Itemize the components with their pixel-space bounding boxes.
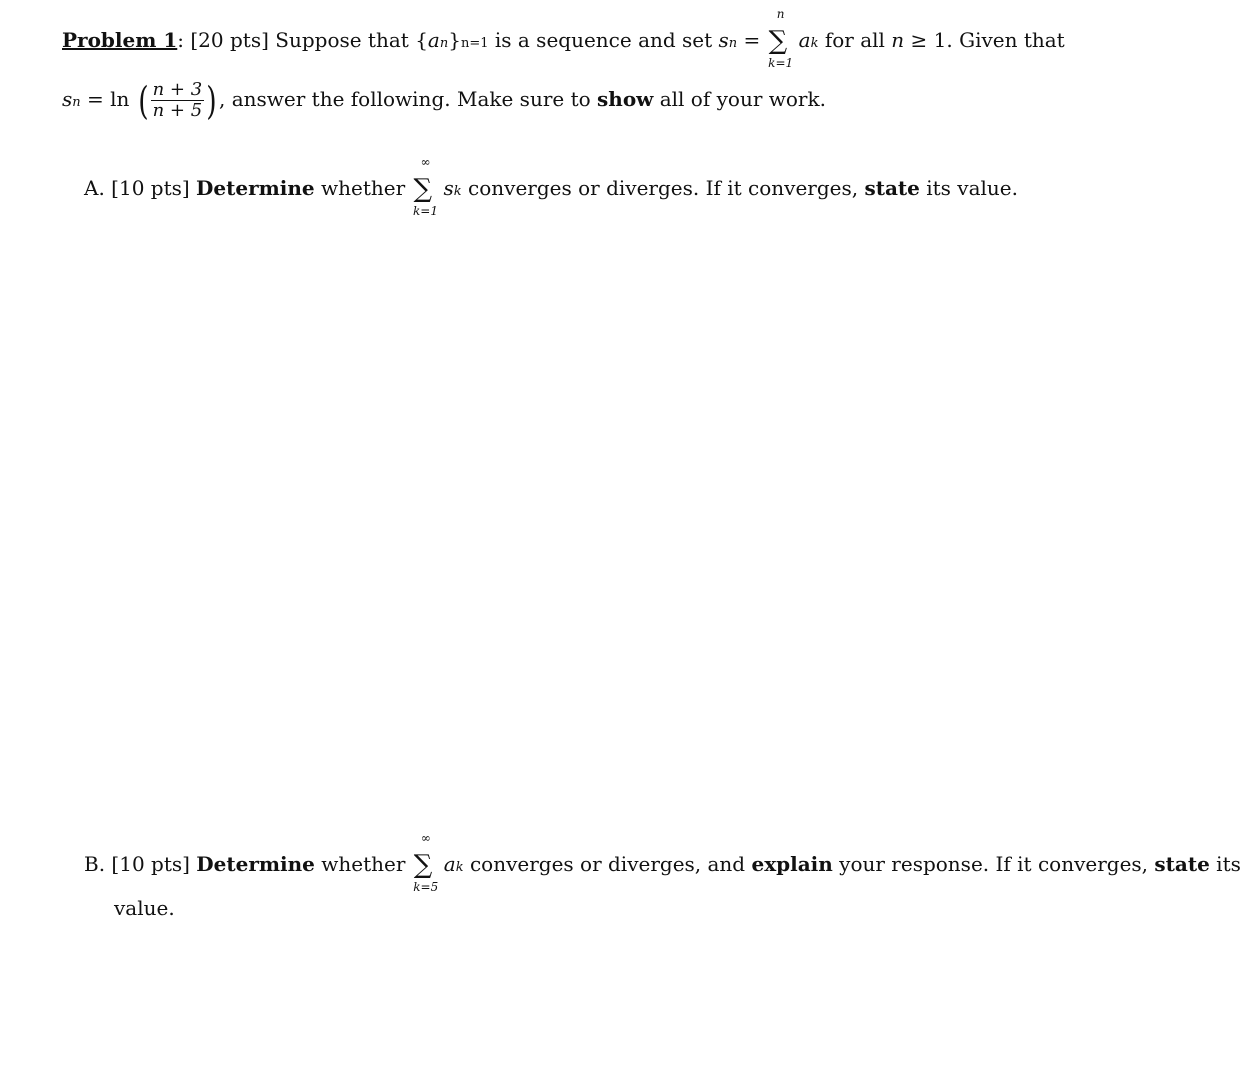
part-a-summation-upper-limit: ∞	[420, 154, 431, 169]
part-b-label: B.	[84, 852, 106, 876]
part-b-bold-determine: Determine	[196, 852, 315, 876]
problem-text-1: Suppose that	[275, 28, 409, 52]
part-b-continuation	[114, 896, 175, 920]
summation-sigma: ∑	[768, 25, 788, 56]
sequence-term: a	[427, 28, 440, 52]
problem-text-2: is a sequence and set	[494, 28, 713, 52]
part-b-summation-lower-limit: k=5	[413, 879, 439, 894]
part-b-text-5: value.	[114, 896, 175, 920]
fraction-denominator: n + 5	[152, 100, 203, 121]
fraction-numerator: n + 3	[152, 79, 203, 100]
given-text-b: all of your work.	[659, 87, 826, 111]
given-formula-line	[62, 80, 826, 121]
given-bold-show: show	[597, 87, 654, 111]
part-a-summation-lower-limit: k=1	[413, 203, 438, 218]
part-a-points: [10 pts]	[111, 176, 190, 200]
partial-sum-symbol: s	[718, 28, 729, 52]
part-b-summation-sigma: ∑	[413, 849, 433, 880]
part-b-bold-state: state	[1154, 852, 1210, 876]
part-a-summation-sigma: ∑	[413, 173, 433, 204]
part-a-bold-determine: Determine	[196, 176, 315, 200]
given-partial-sum-symbol: s	[62, 87, 73, 111]
sequence-close-brace: }	[448, 28, 461, 52]
equals-sign: =	[743, 28, 761, 52]
problem-condition: ≥ 1. Given that	[910, 28, 1065, 52]
part-b-summand-subscript: k	[455, 860, 464, 875]
part-a-text-3: its value.	[926, 176, 1018, 200]
problem-statement-line-1	[62, 6, 1065, 70]
given-equals-ln: = ln	[87, 87, 130, 111]
part-b-bold-explain: explain	[751, 852, 833, 876]
index-variable: n	[891, 28, 905, 52]
part-a-bold-state: state	[864, 176, 920, 200]
part-b-text-1: whether	[321, 852, 406, 876]
summand-subscript: k	[810, 36, 819, 51]
partial-sum-subscript: n	[728, 36, 738, 51]
part-b-summation	[413, 830, 439, 894]
summation	[768, 6, 794, 70]
part-b-text-4: its	[1216, 852, 1241, 876]
part-a-summand: s	[443, 176, 454, 200]
part-b-text-3: your response. If it converges,	[839, 852, 1149, 876]
part-a-text-2: converges or diverges. If it converges,	[468, 176, 859, 200]
part-b-text-2: converges or diverges, and	[469, 852, 746, 876]
problem-text-3: for all	[824, 28, 885, 52]
summation-lower-limit: k=1	[768, 55, 794, 70]
part-b-question	[84, 830, 1241, 894]
left-paren: (	[137, 78, 149, 123]
sequence-index-start: n=1	[460, 36, 489, 51]
part-a-summation	[413, 154, 438, 218]
sequence-term-subscript: n	[439, 36, 449, 51]
right-paren: )	[206, 78, 217, 123]
problem-label: Problem 1	[62, 28, 178, 52]
problem-colon: :	[177, 28, 185, 52]
log-fraction	[151, 80, 205, 121]
part-b-points: [10 pts]	[111, 852, 190, 876]
part-b-summation-upper-limit: ∞	[420, 830, 431, 845]
summation-upper-limit: n	[776, 6, 785, 21]
summand-term: a	[798, 28, 811, 52]
part-b-summand: a	[443, 852, 456, 876]
sequence-open-brace: {	[415, 28, 428, 52]
part-a-summand-subscript: k	[453, 184, 462, 199]
part-a-text-1: whether	[321, 176, 406, 200]
part-a-question	[84, 154, 1018, 218]
problem-points: [20 pts]	[190, 28, 269, 52]
given-text-a: , answer the following. Make sure to	[219, 87, 591, 111]
part-a-label: A.	[84, 176, 105, 200]
given-partial-sum-subscript: n	[72, 95, 81, 110]
